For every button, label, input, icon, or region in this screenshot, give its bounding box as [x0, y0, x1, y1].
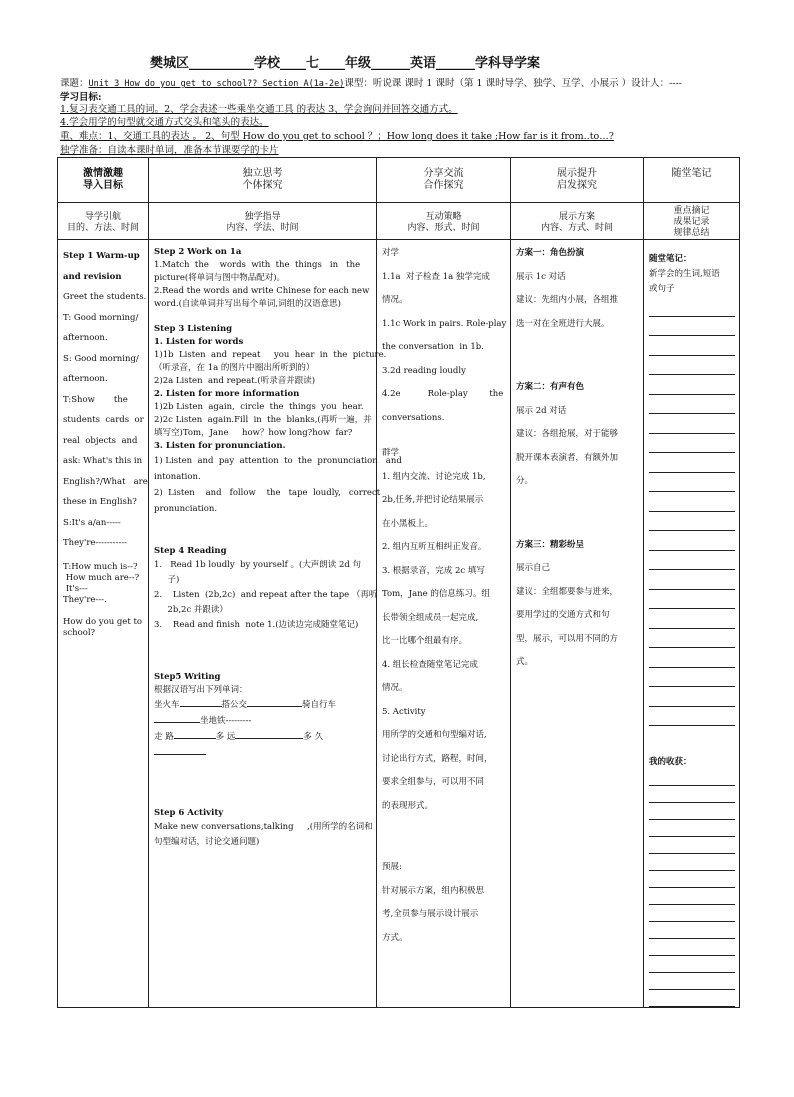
note-line [649, 921, 735, 922]
note-line [649, 472, 735, 473]
step5-title: Step5 Writing [154, 672, 221, 682]
col-header-3: 分享交流 合作探究 [377, 158, 511, 203]
note-line [649, 316, 735, 317]
plan-1-lines [516, 289, 639, 336]
plan-2-title: 方案二：有声有色 [516, 382, 585, 392]
text-line: 脱开课本表演者，有额外加 [516, 452, 619, 463]
preview-lines [382, 880, 506, 951]
note-line [649, 887, 735, 888]
step3-lines-a [154, 349, 387, 388]
objective-line-2: 4.学会用学的句型就交通方式交头和笔头的表达。 [60, 117, 269, 128]
text-line: 子) [154, 575, 180, 585]
note-line [649, 355, 735, 356]
writing-blanks: 坐火车 搭公交 骑自行车 坐地铁--------- 走 路 多 远 多 久 [154, 697, 372, 761]
text-line: school? [63, 627, 96, 638]
notes-cell [644, 240, 740, 1008]
text-line: 用所学的交通和句型编对话, [382, 730, 487, 740]
text-line: 在小黑板上。 [382, 518, 434, 529]
plan-3-title: 方案三：精彩纷呈 [516, 539, 585, 550]
column-header-row [58, 158, 740, 203]
text-line: It's--- [63, 583, 88, 594]
text-line: 式。 [516, 657, 534, 667]
text-line: 建议：先组内小展，各组推 [516, 295, 619, 305]
text-line: They're----------- [63, 538, 127, 548]
gain-title: 我的收获： [649, 757, 692, 767]
text-line: 考,全员参与展示设计展示 [382, 909, 479, 919]
text-line: T:Show the [63, 394, 128, 405]
text-line: T: Good morning/ [63, 312, 139, 323]
note-line [649, 819, 735, 820]
col-header-1: 激情激趣 导入目标 [58, 158, 149, 203]
note-line [649, 870, 735, 871]
text-line: 1)1b Listen and repeat you hear in the picture. [154, 350, 387, 360]
text-line: 2b,任务,并把讨论结果展示 [382, 495, 484, 505]
step6-lines [154, 820, 372, 850]
warmup-cell: Step 1 Warm-up and revision Greet the students. T: Good morning/ afternoon. S: Good morning/ afternoon. T:Show the students cards or real objects and ask: What's this in English?/What are these in English? S:It's a/an----- They're----------- T:How much is--? How much are--? It's--- They're---. How do you get to school? [58, 240, 149, 1008]
text-line: these in English? [63, 497, 137, 507]
text-line: 1. 组内交流、讨论完成 1b, [382, 471, 486, 482]
text-line: 的表现形式。 [382, 800, 434, 811]
note-line [649, 904, 735, 905]
text-line: 型，展示，可以用不同的方 [516, 633, 619, 644]
group-study-lines [382, 466, 506, 819]
plan-3-lines [516, 581, 639, 675]
preview-title: 预展: [382, 862, 402, 872]
note-line [649, 374, 735, 375]
note-line [649, 802, 735, 803]
text-line: 或句子 [649, 284, 675, 294]
note-line [649, 955, 735, 956]
text-line: 2)2a Listen and repeat.(听录音并跟读) [154, 376, 316, 386]
step4-lines [154, 558, 378, 633]
text-line: 2. 组内互听互相纠正发音。 [382, 542, 487, 552]
text-line: 句型编对话，讨论交通问题) [154, 837, 260, 847]
text-line: 情况。 [382, 683, 408, 693]
step2-lines [154, 259, 372, 311]
warmup-lines [63, 287, 148, 554]
text-line: 选一对在全班进行大展。 [516, 318, 610, 329]
text-line: 新学会的生词,短语 [649, 269, 720, 279]
text-line: 3. 根据录音，完成 2c 填写 [382, 565, 485, 576]
plan-1-title: 方案一：角色扮演 [516, 248, 585, 258]
text-line: Make new conversations,talking ,(用所学的名词和 [154, 822, 373, 832]
text-line: 建议：各组抢展，对于能够 [516, 429, 619, 439]
text-line: They're---. [63, 594, 107, 605]
text-line: 建议：全组都要参与进来， [516, 586, 619, 597]
text-line: intonation. [154, 472, 201, 482]
text-line: 2. Listen (2b,2c) and repeat after the tape （再听 [154, 590, 378, 600]
warmup-lines-2 [63, 562, 144, 639]
text-line: 3. Read and finish note 1.(边读边完成随堂笔记) [154, 620, 359, 630]
text-line: the conversation in 1b. [382, 342, 484, 352]
notes-title: 随堂笔记： [649, 254, 692, 264]
text-line: How much are--? [63, 572, 140, 583]
note-line [649, 972, 735, 973]
text-line: 比一比哪个组最有序。 [382, 636, 468, 646]
text-line: 1.Match the words with the things in the [154, 260, 361, 270]
note-line [649, 550, 735, 551]
text-line: students cards or [63, 415, 144, 425]
note-line [649, 530, 735, 531]
text-line: Greet the students. [63, 292, 147, 302]
text-line: word.(自读单词并写出每个单词,词组的汉语意思) [154, 299, 341, 309]
sub-header-2: 独学指导 内容、学法、时间 [149, 203, 377, 240]
note-line [649, 394, 735, 395]
note-line [649, 491, 735, 492]
note-line [649, 433, 735, 434]
warmup-step-title: Step 1 Warm-up [63, 251, 140, 261]
text-line: S: Good morning/ [63, 353, 139, 364]
lesson-meta: 课型：听说课 课时 1 课时（第 1 课时导学、独学、互学、小展示 ）设计人：---- [344, 78, 682, 89]
sub-header-3: 互动策略 内容、形式、时间 [377, 203, 511, 240]
note-line [649, 628, 735, 629]
note-line [649, 853, 735, 854]
step2-title: Step 2 Work on 1a [154, 247, 242, 257]
note-line [649, 706, 735, 707]
pair-study-title: 对学 [382, 248, 400, 258]
text-line: S:It's a/an----- [63, 517, 121, 528]
col-header-2: 独立思考 个体探究 [149, 158, 377, 203]
text-line: 1. Read 1b loudly by yourself 。(大声朗读 2d 句 [154, 560, 362, 570]
text-line: 1) Listen and pay attention to the pronunciation and [154, 456, 402, 466]
text-line: Tom，Jane 的信息练习。组 [382, 589, 490, 599]
text-line: 4.2e Role-play the [382, 389, 504, 399]
note-line [649, 569, 735, 570]
text-line: 3.2d reading loudly [382, 365, 466, 376]
text-line: 1)2b Listen again, circle the things you hear. [154, 402, 364, 412]
text-line: 要求全组参与，可以用不同 [382, 777, 485, 787]
gain-lines [644, 785, 739, 1007]
col-header-4: 展示提升 启发探究 [511, 158, 644, 203]
step4-title: Step 4 Reading [154, 546, 227, 556]
text-line [63, 606, 144, 617]
step6-title: Step 6 Activity [154, 808, 224, 818]
plan-2-lines [516, 423, 639, 494]
text-line: ask: What's this in [63, 456, 143, 466]
lesson-table [57, 157, 740, 1008]
col-header-5: 随堂笔记 [644, 158, 740, 203]
objective-line-1: 1.复习表交通工具的词。2、学会表述一些乘坐交通工具 的表达 3、学会询问并回答交通方式。 [60, 104, 458, 115]
text-line: 5. Activity [382, 706, 426, 717]
lesson-label: 课题： [60, 78, 89, 89]
lesson-line [60, 78, 682, 90]
objectives-title: 学习目标: [60, 92, 102, 103]
text-line: 情况。 [382, 295, 408, 305]
sub-header-4: 展示方案 内容、方式、时间 [511, 203, 644, 240]
group-study-title: 群学 [382, 448, 400, 458]
text-line: pronunciation. [154, 504, 218, 514]
text-line: 4. 组长检查随堂笔记完成 [382, 659, 478, 670]
sub-header-row [58, 203, 740, 240]
note-line [649, 1006, 735, 1007]
individual-cell: Step 2 Work on 1a 1.Match the words with the things in the picture(将单词与图中物品配对)。 2.Read the words and write Chinese for each new word.(自读单词并写出每个单词,词组的汉语意思) Step 3 Listening 1. Listen for words 1)1b Listen and repeat you hear in the picture. （听录音，在 1a 的图片中圈出所听到的） 2)2a Listen and repeat.(听录音并跟读) 2. Listen for more information 1)2b Listen again, circle the things you hear. 2)2c Listen again.Fill in the blanks,(再听一遍，并 填写空)Tom，Jane how？how long?how far? 3. Listen for pronunciation. 1) Listen and pay attention to the pronunciation and intonation. 2) Listen and follow the tape loudly, correct pronunciation. Step 4 Reading 1. Read 1b loudly by yourself 。(大声朗读 2d 句 子) 2. Listen (2b,2c) and repeat after the tape （再听 2b,2c 并跟读） 3. Read and finish note 1.(边读边完成随堂笔记) Step5 Writing 根据汉语写出下列单词： 坐火车 搭公交 骑自行车 坐地铁--------- 走 路 多 远 多 久 Step 6 Activity Make new conversations,talking ,(用所学的名词和 句型编对话，讨论交通问题) [149, 240, 377, 1008]
step3-lines-b [154, 401, 372, 440]
note-line [649, 686, 735, 687]
note-line [649, 647, 735, 648]
sub-header-5: 重点摘记 成果记录 规律总结 [644, 203, 740, 240]
notes-intro [649, 267, 735, 297]
key-points: 重、难点：1、交通工具的表达 。 2、句型 How do you get to school ？；How long does it take ;How far is it from..to…? [60, 131, 614, 142]
lesson-topic: Unit 3 How do you get to school?? Section A(1a-2e) [88, 79, 345, 89]
text-line: 2b,2c 并跟读） [154, 605, 228, 615]
text-line: How do you get to [63, 616, 142, 627]
sub-header-1: 导学引航 目的、方法、时间 [58, 203, 149, 240]
prep-line: 独学准备：自读本课时单词，准备本节课要学的卡片 [60, 145, 279, 156]
note-line [649, 452, 735, 453]
note-line [649, 667, 735, 668]
text-line: 方式。 [382, 932, 408, 943]
notes-lines [644, 316, 739, 727]
text-line: 讨论出行方式，路程，时间， [382, 753, 493, 764]
text-line: 要用学过的交通方式和句 [516, 610, 610, 620]
note-line [649, 989, 735, 990]
text-line: afternoon. [63, 374, 108, 384]
text-line: 1.1a 对子检查 1a 独学完成 [382, 271, 490, 282]
note-line [649, 836, 735, 837]
note-line [649, 725, 735, 726]
note-line [649, 938, 735, 939]
text-line: 2) Listen and follow the tape loudly, correct [154, 488, 381, 498]
text-line: 2)2c Listen again.Fill in the blanks,(再听一遍，并 [154, 415, 372, 425]
note-line [649, 785, 735, 786]
text-line: （听录音，在 1a 的图片中圈出所听到的） [154, 363, 315, 373]
text-line: 填写空)Tom，Jane how？how long?how far? [154, 428, 353, 438]
text-line: T:How much is--? [63, 561, 138, 572]
text-line: English?/What are [63, 476, 148, 487]
text-line: afternoon. [63, 333, 108, 343]
note-line [649, 589, 735, 590]
text-line: picture(将单词与图中物品配对)。 [154, 273, 286, 283]
text-line: 长带领全组成员一起完成, [382, 612, 479, 623]
text-line: 分。 [516, 476, 534, 486]
page-title: 樊城区__________学校____七____年级______英语______学科导学案 [150, 56, 541, 71]
note-line [649, 608, 735, 609]
step3-title: Step 3 Listening [154, 324, 233, 334]
note-line [649, 335, 735, 336]
text-line: real objects and [63, 435, 138, 446]
content-row [58, 240, 740, 1008]
text-line: 针对展示方案，组内积极思 [382, 885, 485, 896]
pair-study-lines [382, 266, 506, 431]
text-line: 2.Read the words and write Chinese for each new [154, 286, 370, 296]
presentation-cell: 方案一：角色扮演 展示 1c 对话 建议：先组内小展，各组推 选一对在全班进行大展。 方案二：有声有色 展示 2d 对话 建议：各组抢展，对于能够 脱开课本表演者，有额外加 分。 方案三：精彩纷呈 展示自己 建议：全组都要参与进来， 要用学过的交通方式和句 型，展示，可以用不同的方 式。 [511, 240, 644, 1008]
text-line: 1.1c Work in pairs. Role-play [382, 318, 507, 329]
note-line [649, 413, 735, 414]
note-line [649, 511, 735, 512]
cooperative-cell [377, 240, 511, 1008]
text-line: conversations. [382, 412, 445, 423]
